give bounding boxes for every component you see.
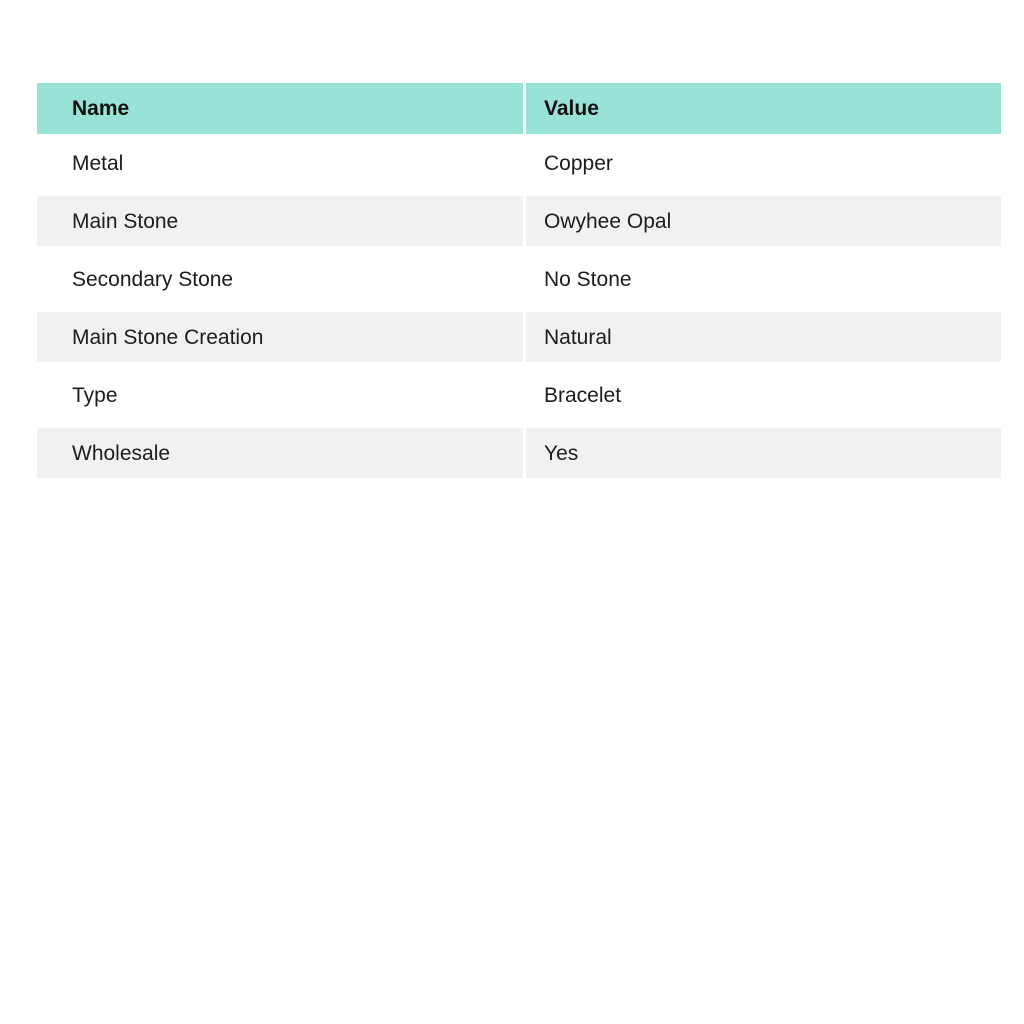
table-row bbox=[37, 192, 1001, 250]
table-row bbox=[37, 134, 1001, 192]
attribute-value-cell: Owyhee Opal bbox=[526, 192, 1001, 250]
table-row bbox=[37, 308, 1001, 366]
column-header-value: Value bbox=[526, 83, 1001, 134]
attribute-name-cell: Type bbox=[72, 383, 118, 407]
attribute-value-cell: Bracelet bbox=[544, 383, 622, 407]
attribute-name-cell: Metal bbox=[72, 151, 124, 175]
table-row bbox=[37, 424, 1001, 482]
attribute-name-cell: Secondary Stone bbox=[72, 267, 234, 291]
table-row bbox=[37, 250, 1001, 308]
table-header-row bbox=[37, 83, 1001, 134]
attribute-name-cell: Main Stone bbox=[37, 192, 523, 250]
table-row bbox=[37, 366, 1001, 424]
attribute-name-cell: Wholesale bbox=[37, 424, 523, 482]
attribute-name-cell: Main Stone Creation bbox=[37, 308, 523, 366]
attribute-value-cell: Natural bbox=[526, 308, 1001, 366]
attribute-value-cell: Yes bbox=[526, 424, 1001, 482]
attribute-value-cell: Copper bbox=[544, 151, 613, 175]
attribute-value-cell: No Stone bbox=[544, 267, 632, 291]
column-header-name: Name bbox=[37, 83, 523, 134]
product-attributes-table bbox=[37, 83, 1001, 482]
